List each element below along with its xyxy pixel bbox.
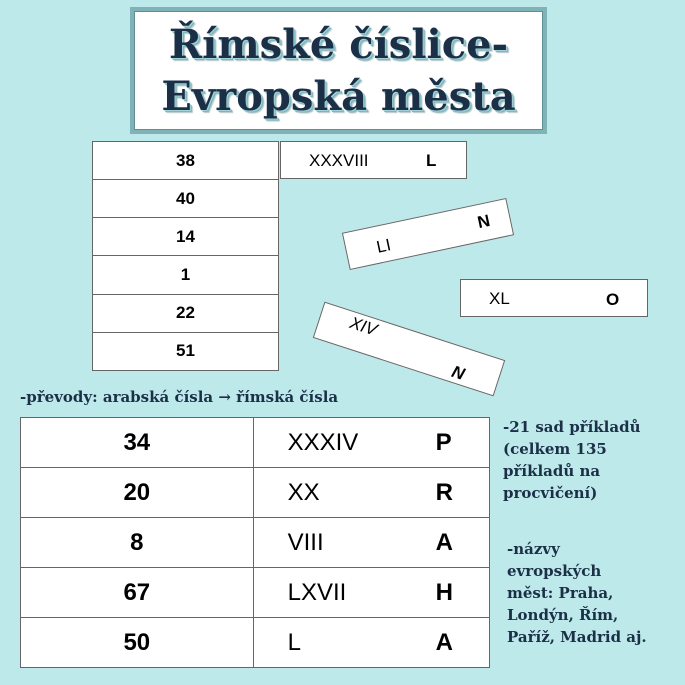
roman-cell <box>253 568 489 618</box>
number-cell: 22 <box>93 294 279 332</box>
table-row <box>93 180 279 218</box>
table-row <box>21 618 490 668</box>
table-row <box>93 256 279 294</box>
table-row <box>21 468 490 518</box>
title-line-1: Římské číslice- <box>168 20 509 68</box>
title-box <box>134 11 543 130</box>
roman-numeral: XIV <box>347 313 380 340</box>
title-line-2: Evropská města <box>161 72 516 120</box>
note-line: procvičení) <box>503 484 598 502</box>
note-line: (celkem 135 <box>503 440 607 458</box>
number-table <box>92 141 279 371</box>
table-row <box>21 518 490 568</box>
number-cell: 38 <box>93 142 279 180</box>
roman-cell <box>253 468 489 518</box>
roman-numeral: LI <box>374 235 393 257</box>
number-cell: 14 <box>93 218 279 256</box>
roman-cell <box>253 418 489 468</box>
conversion-note: -převody: arabská čísla → římská čísla <box>20 388 339 406</box>
roman-numeral: XL <box>489 289 510 308</box>
roman-numeral: XX <box>287 479 320 506</box>
roman-numeral: XXXVIII <box>309 151 369 170</box>
title-banner <box>130 7 547 134</box>
number-cell: 1 <box>93 256 279 294</box>
table-row <box>21 418 490 468</box>
row-letter: A <box>435 529 453 556</box>
note-line: příkladů na <box>503 462 601 480</box>
cities-note <box>507 538 685 648</box>
card-letter: N <box>475 211 492 233</box>
number-cell: 67 <box>21 568 254 618</box>
number-cell: 20 <box>21 468 254 518</box>
note-line: -názvy <box>507 540 560 558</box>
number-cell: 40 <box>93 180 279 218</box>
note-line: -21 sad příkladů <box>503 418 641 436</box>
row-letter: H <box>435 579 453 606</box>
table-row <box>93 332 279 370</box>
roman-cell <box>253 518 489 568</box>
roman-cell <box>253 618 489 668</box>
roman-numeral: LXVII <box>287 579 347 606</box>
roman-numeral: L <box>287 629 301 656</box>
answer-table <box>20 417 490 668</box>
card-letter: L <box>426 151 437 170</box>
note-line: Londýn, Řím, <box>507 606 619 624</box>
answer-card[interactable] <box>280 141 467 179</box>
roman-numeral: XXXIV <box>287 429 359 456</box>
number-cell: 50 <box>21 618 254 668</box>
table-row <box>21 568 490 618</box>
note-line: měst: Praha, <box>507 584 614 602</box>
exercise-sets-note <box>503 416 683 504</box>
roman-numeral: VIII <box>287 529 324 556</box>
number-cell: 51 <box>93 332 279 370</box>
row-letter: R <box>435 479 453 506</box>
note-line: evropských <box>507 562 602 580</box>
answer-card[interactable] <box>460 279 648 317</box>
row-letter: A <box>435 629 453 656</box>
answer-card[interactable] <box>342 198 514 270</box>
number-cell: 8 <box>21 518 254 568</box>
table-row <box>93 142 279 180</box>
card-letter: N <box>449 361 467 384</box>
note-line: Paříž, Madrid aj. <box>507 628 647 646</box>
table-row <box>93 294 279 332</box>
table-row <box>93 218 279 256</box>
row-letter: P <box>435 429 452 456</box>
number-cell: 34 <box>21 418 254 468</box>
card-letter: O <box>606 290 620 309</box>
